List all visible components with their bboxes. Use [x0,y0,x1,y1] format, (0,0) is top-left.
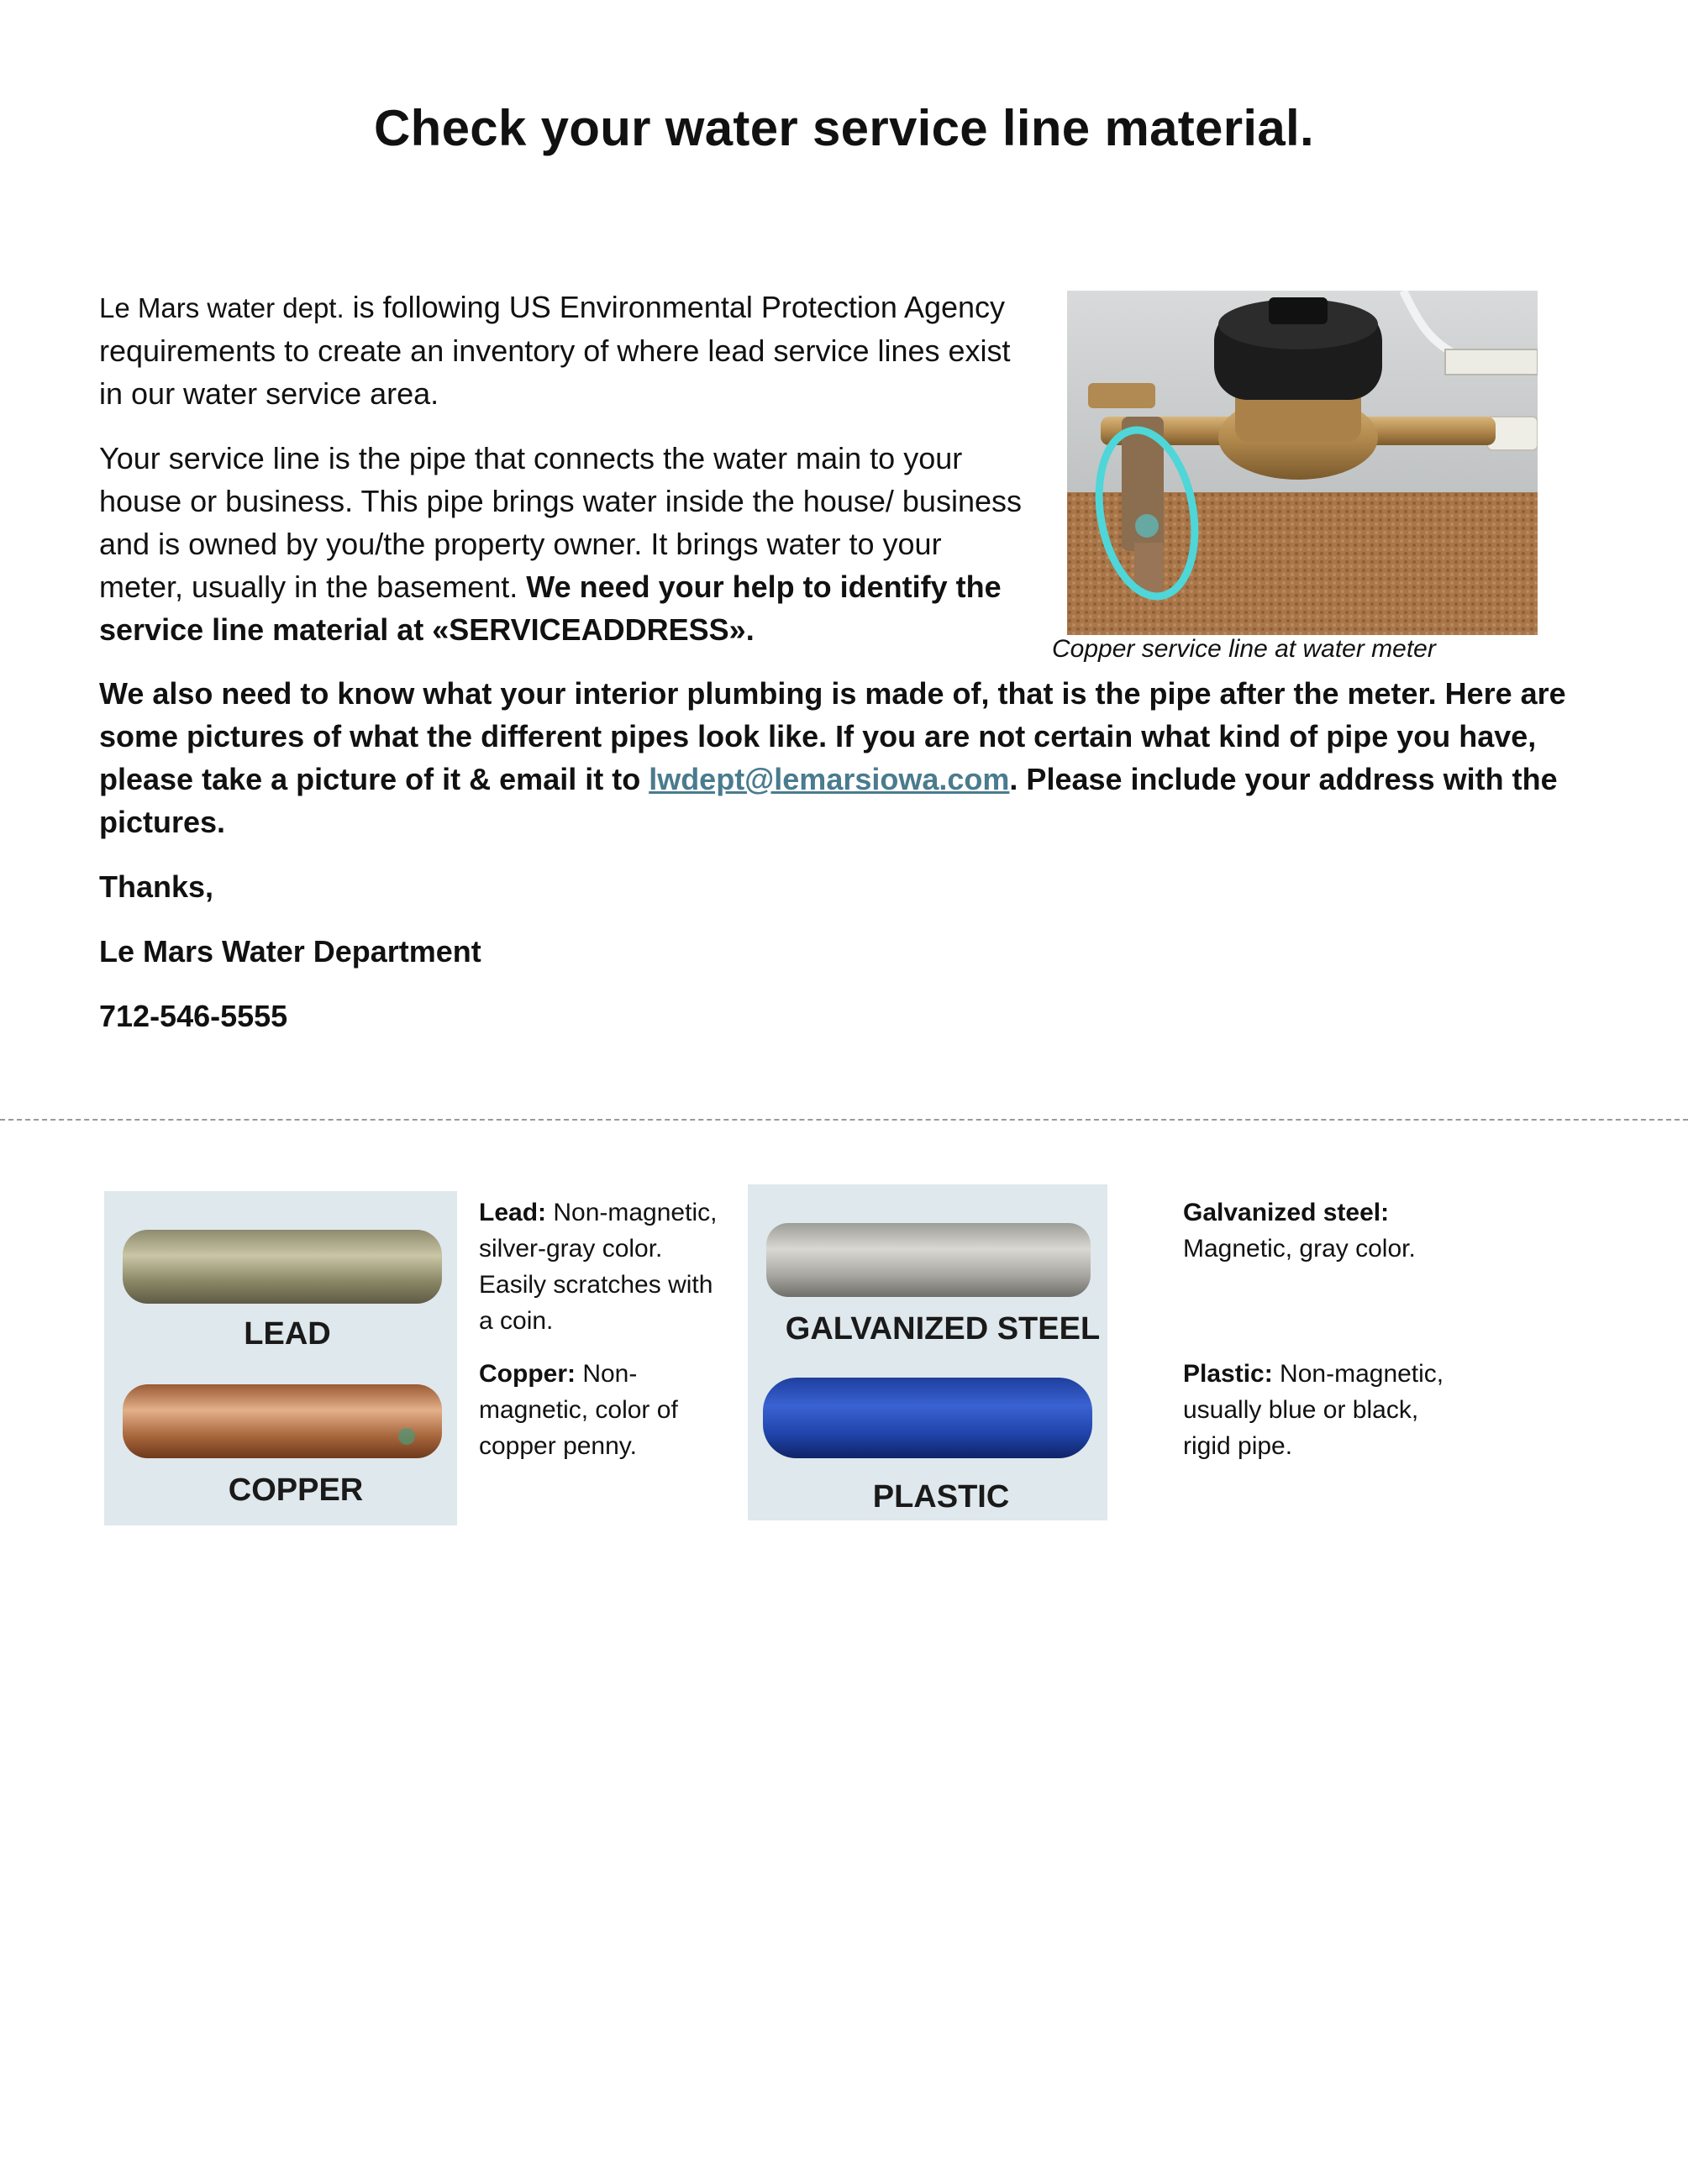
copper-label: COPPER [228,1473,364,1508]
request-paragraph [99,672,1595,843]
copper-text: Non-magnetic, color of copper penny. [479,1360,678,1460]
galvanized-title: Galvanized steel: [1183,1199,1390,1226]
galvanized-pipe [766,1223,1091,1297]
plastic-text: Non-magnetic, usually blue or black, rigid pipe. [1183,1360,1444,1460]
request-section [99,672,1595,1059]
plastic-pipe [763,1378,1092,1458]
galvanized-plastic-pipe-image [748,1184,1107,1520]
request-text-after: . Please include your address with the pictures. [99,762,1558,839]
intro-section [99,286,1032,673]
intro-paragraph-1 [99,286,1032,415]
lead-label: LEAD [244,1316,331,1352]
galvanized-label: GALVANIZED STEEL [785,1311,1101,1347]
intro-paragraph-2-text: Your service line is the pipe that connects the water main to your house or business. This pipe brings water inside the house/ business and is owned by you/the property owner. It brings water to your meter, usually in the basement. [99,441,1022,604]
intro-paragraph-2 [99,437,1032,651]
water-meter-photo [1067,291,1538,635]
lead-copper-descriptions [479,1194,731,1481]
plastic-title: Plastic: [1183,1360,1273,1388]
thanks-text: Thanks, [99,869,214,904]
copper-description [479,1356,731,1464]
galvanized-text: Magnetic, gray color. [1183,1235,1416,1263]
email-link[interactable]: lwdept@lemarsiowa.com [649,762,1010,796]
lead-title: Lead: [479,1199,547,1226]
department-name: Le Mars Water Department [99,934,481,969]
cut-line-divider [0,1119,1688,1121]
request-text-before: We also need to know what your interior plumbing is made of, that is the pipe after the meter. Here are some pictures of what the different pipes look like. If you are not certain what kind of pipe you have, please take a picture of it & email it to [99,676,1566,796]
intro-paragraph-1-text: is following US Environmental Protection Agency requirements to create an inventory of where lead service lines exist in our water service area. [99,290,1011,411]
page-title: Check your water service line material. [374,100,1314,156]
lead-copper-pipe-image [104,1191,457,1525]
galvanized-description [1183,1194,1452,1267]
photo-caption: Copper service line at water meter [1052,635,1436,663]
copper-pipe [123,1384,442,1458]
intro-lead-phrase: Le Mars water dept. [99,292,344,323]
plastic-label: PLASTIC [872,1479,1010,1515]
lead-pipe [123,1230,442,1304]
intro-help-request: We need your help to identify the service line material at «SERVICEADDRESS». [99,570,1002,647]
galvanized-plastic-descriptions [1183,1194,1452,1481]
lead-text: Non-magnetic, silver-gray color. Easily scratches with a coin. [479,1199,718,1335]
copper-title: Copper: [479,1360,576,1388]
plastic-description [1183,1356,1452,1464]
phone-number: 712-546-5555 [99,999,288,1033]
lead-description [479,1194,731,1339]
